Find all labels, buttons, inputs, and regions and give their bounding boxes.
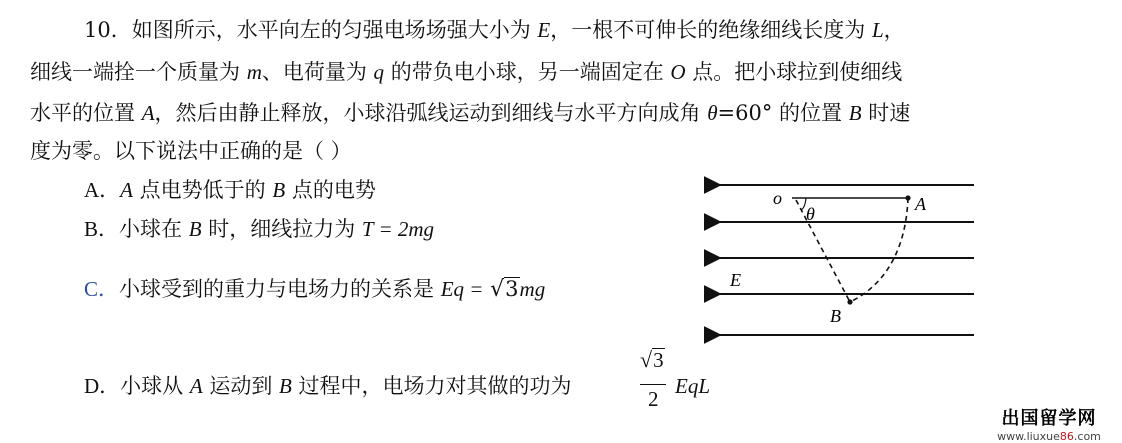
trajectory-arc — [850, 198, 908, 302]
label-b: B — [830, 306, 841, 326]
option-b-letter: B． — [84, 217, 120, 241]
label-a: A — [915, 194, 926, 214]
watermark-url: www.liuxue86.com — [997, 430, 1101, 443]
fraction-bar — [640, 384, 666, 385]
option-d[interactable]: D．小球从 A 运动到 B 过程中，电场力对其做的功为 — [84, 374, 572, 398]
label-theta: θ — [806, 204, 815, 224]
option-d-letter: D． — [84, 374, 121, 398]
watermark — [985, 404, 1113, 443]
sqrt-expression: √3 — [490, 277, 519, 302]
question-line-1: 10．如图所示，水平向左的匀强电场场强大小为 E，一根不可伸长的绝缘细线长度为 L， — [84, 18, 905, 42]
point-b — [847, 299, 852, 304]
label-o: o — [773, 188, 782, 208]
fraction-numerator: √3 — [640, 347, 664, 372]
question-line-2: 细线一端拴一个质量为 m、电荷量为 q 的带负电小球，另一端固定在 O 点。把小球拉到使细线 — [30, 60, 903, 84]
point-a — [905, 195, 910, 200]
option-d-tail: EqL — [675, 374, 711, 398]
option-a-letter: A． — [84, 178, 121, 202]
option-b[interactable]: B．小球在 B 时，细线拉力为 T = 2mg — [84, 217, 435, 241]
option-c[interactable]: C．小球受到的重力与电场力的关系是 Eq = √3mg — [84, 277, 546, 302]
fraction-denominator: 2 — [648, 387, 659, 411]
question-line-4: 度为零。以下说法中正确的是（ ） — [30, 139, 352, 163]
option-c-letter: C． — [84, 277, 120, 301]
thread-ob — [796, 200, 850, 302]
radical-sign: √ — [490, 277, 505, 302]
option-a[interactable]: A．A 点电势低于的 B 点的电势 — [84, 178, 376, 202]
question-line-3: 水平的位置 A，然后由静止释放，小球沿弧线运动到细线与水平方向成角 θ=60° 的位置 B 时速 — [30, 101, 911, 125]
label-e: E — [730, 270, 741, 290]
field-diagram — [700, 170, 990, 350]
question-number: 10． — [84, 18, 132, 42]
option-b-formula: T = 2mg — [361, 217, 435, 241]
watermark-logo-text: 出国留学网 — [1001, 408, 1097, 429]
option-d-fraction — [640, 347, 670, 427]
